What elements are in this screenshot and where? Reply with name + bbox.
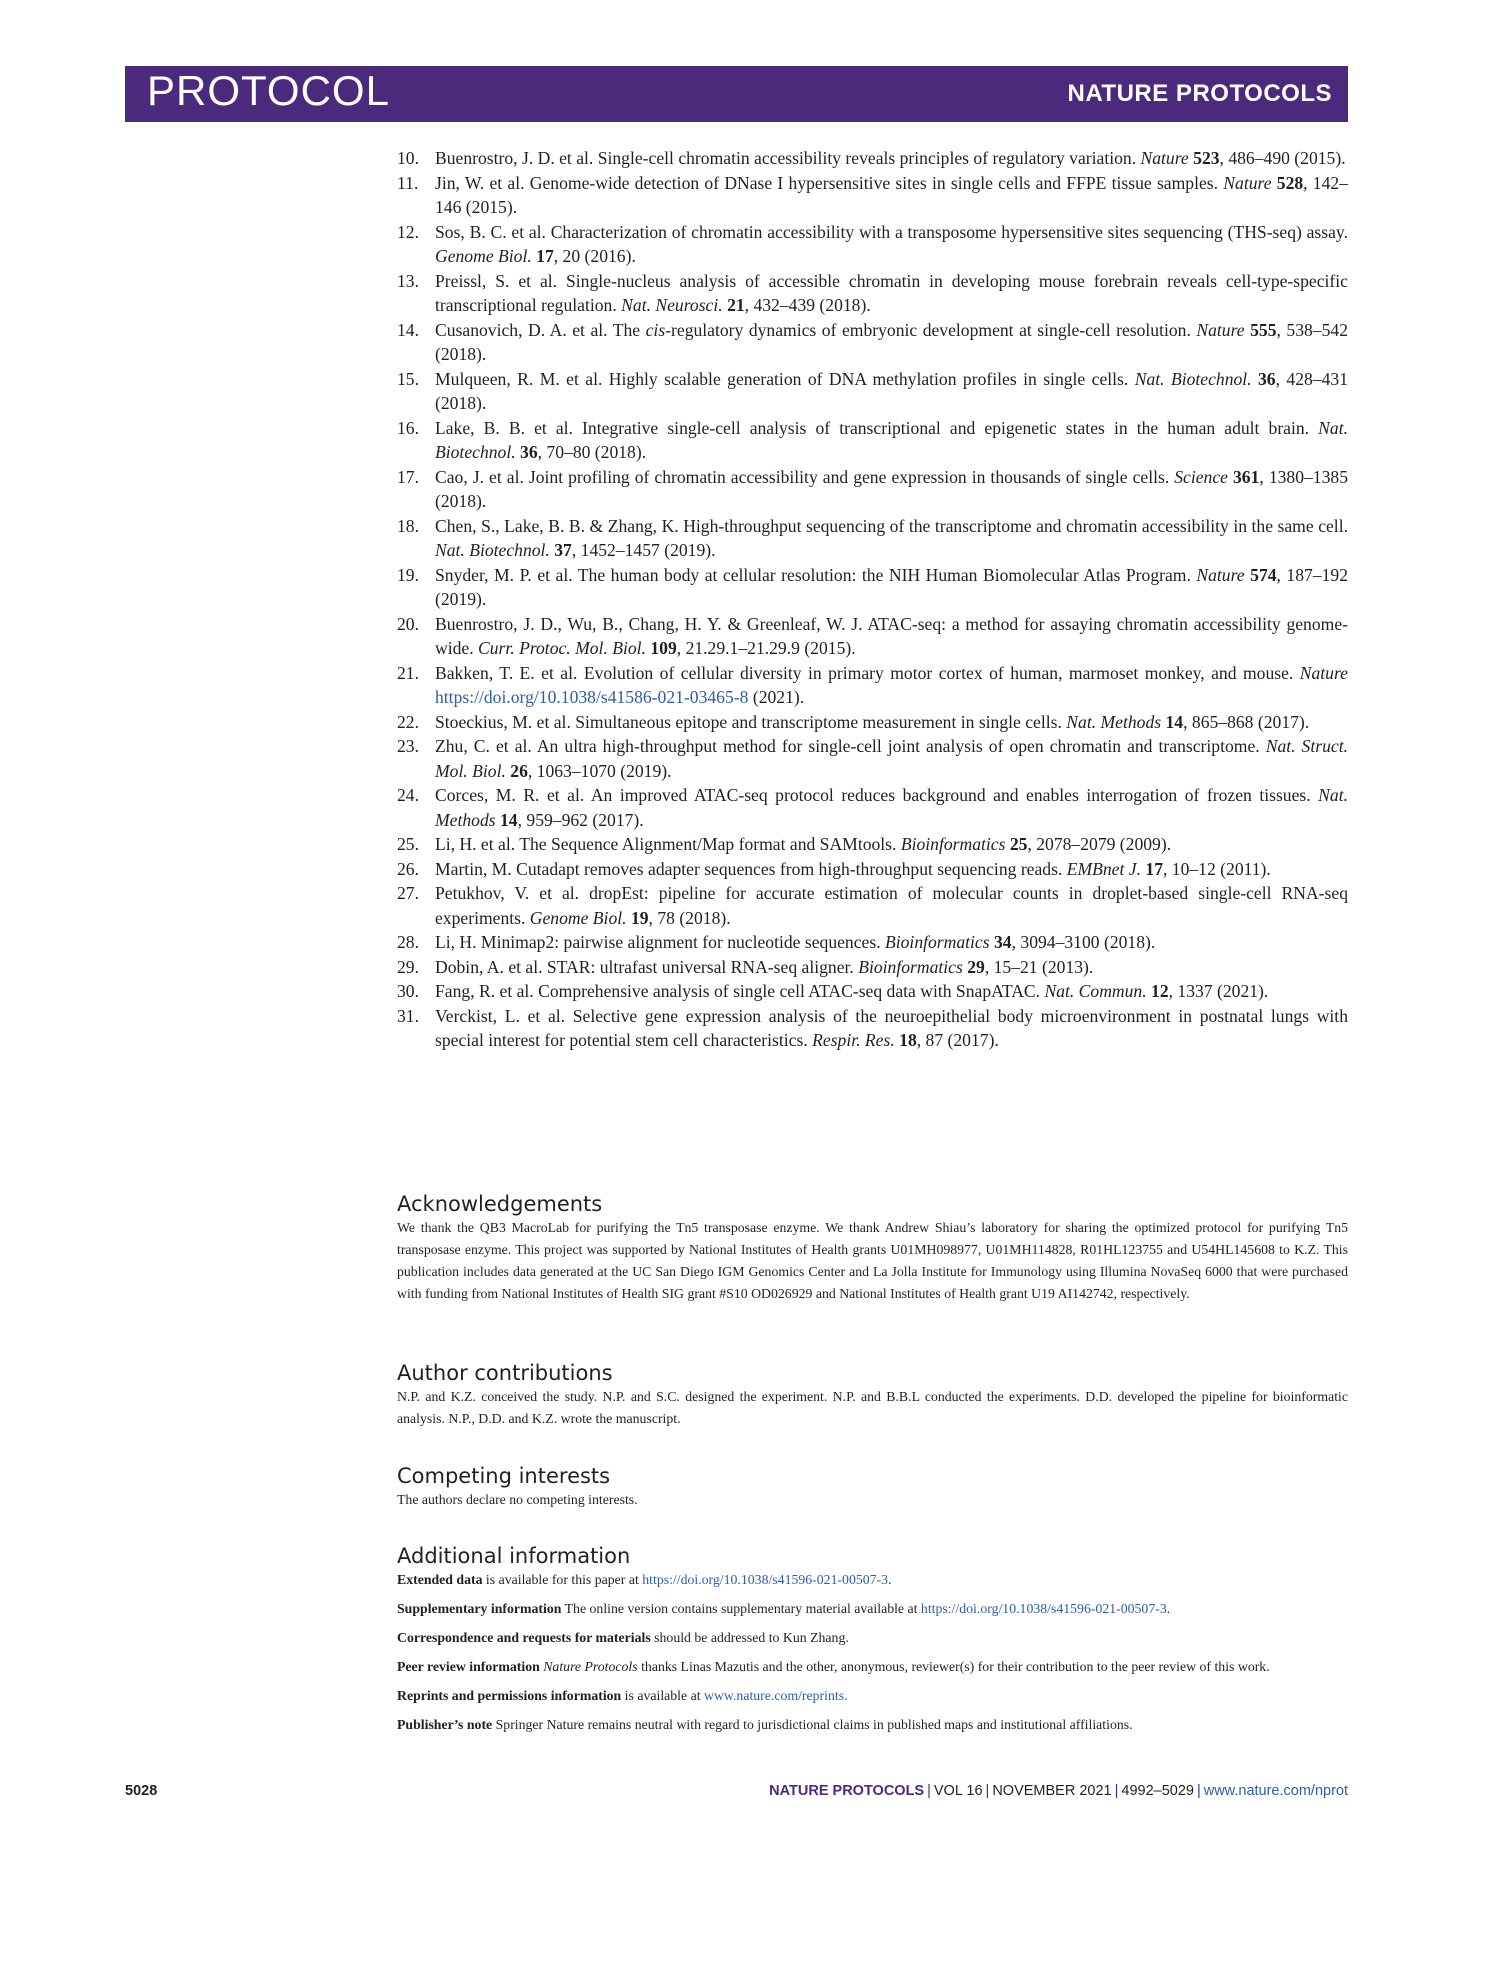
correspondence-line <box>397 1627 1348 1649</box>
reference-text: Petukhov, V. et al. dropEst: pipeline for accurate estimation of molecular counts in droplet-based single-cell RNA-seq experiments. Genome Biol. 19, 78 (2018). <box>435 883 1348 928</box>
reference-text: Verckist, L. et al. Selective gene expression analysis of the neuroepithelial body microenvironment in postnatal lungs with special interest for potential stem cell characteristics. Respir. Res. 18, 87 (2017). <box>435 1005 1348 1050</box>
reference-number: 21. <box>397 662 419 683</box>
peer-review-journal: Nature Protocols <box>543 1659 638 1674</box>
supplementary-text: The online version contains supplementary material available at <box>561 1601 921 1616</box>
reference-number: 24. <box>397 785 419 805</box>
extended-data-label: Extended data <box>397 1572 483 1587</box>
reference-number: 18. <box>397 515 419 536</box>
reference-item <box>397 832 1348 857</box>
header-banner <box>125 66 1348 122</box>
reference-number: 15. <box>397 368 419 389</box>
reference-item <box>397 269 1348 318</box>
reference-number: 25. <box>397 834 419 854</box>
reference-text: Preissl, S. et al. Single-nucleus analysis of accessible chromatin in developing mouse forebrain reveals cell-type-specific transcriptional regulation. Nat. Neurosci. 21, 432–439 (2018). <box>435 270 1348 315</box>
page-number: 5028 <box>125 1783 158 1799</box>
reference-text: Buenrostro, J. D. et al. Single-cell chromatin accessibility reveals principles of regulatory variation. Nature 523, 486–490 (2015). <box>435 148 1346 168</box>
publisher-note-label: Publisher’s note <box>397 1717 493 1732</box>
reference-item <box>397 734 1348 783</box>
reference-text: Mulqueen, R. M. et al. Highly scalable generation of DNA methylation profiles in single cells. Nat. Biotechnol. 36, 428–431 (2018). <box>435 368 1348 413</box>
reference-number: 26. <box>397 858 419 879</box>
extended-data-text: is available for this paper at <box>482 1572 643 1587</box>
reference-text: Zhu, C. et al. An ultra high-throughput method for single-cell joint analysis of open chromatin and transcriptome. Nat. Struct. Mol. Biol. 26, 1063–1070 (2019). <box>435 736 1348 781</box>
reference-item <box>397 318 1348 367</box>
reference-number: 16. <box>397 417 419 438</box>
reference-text: Sos, B. C. et al. Characterization of chromatin accessibility with a transposome hypersensitive sites sequencing (THS-seq) assay. Genome Biol. 17, 20 (2016). <box>435 221 1348 266</box>
reference-item <box>397 710 1348 735</box>
reference-number: 14. <box>397 319 419 340</box>
reference-item <box>397 661 1348 710</box>
author-contributions-section <box>397 1360 1348 1430</box>
reference-item <box>397 171 1348 220</box>
correspondence-text: should be addressed to Kun Zhang. <box>650 1630 849 1645</box>
reference-number: 13. <box>397 270 419 291</box>
reference-number: 23. <box>397 736 419 756</box>
supplementary-link[interactable]: https://doi.org/10.1038/s41596-021-00507-3 <box>920 1601 1167 1616</box>
footer-journal-name: NATURE PROTOCOLS <box>769 1783 925 1799</box>
reference-item <box>397 612 1348 661</box>
author-contributions-heading: Author contributions <box>397 1361 613 1385</box>
supplementary-label: Supplementary information <box>397 1601 562 1616</box>
additional-information-section <box>397 1543 1348 1736</box>
peer-review-line <box>397 1656 1348 1678</box>
publisher-note-text: Springer Nature remains neutral with regard to jurisdictional claims in published maps and institutional affiliations. <box>492 1717 1133 1732</box>
reference-number: 12. <box>397 221 419 242</box>
reference-number: 11. <box>397 172 419 193</box>
extended-data-line <box>397 1569 1348 1591</box>
reference-number: 10. <box>397 148 419 168</box>
footer-pages: 4992–5029 <box>1121 1783 1194 1799</box>
peer-review-text: thanks Linas Mazutis and the other, anonymous, reviewer(s) for their contribution to the peer review of this work. <box>637 1659 1270 1674</box>
competing-interests-text: The authors declare no competing interests. <box>397 1492 638 1507</box>
reference-text: Snyder, M. P. et al. The human body at cellular resolution: the NIH Human Biomolecular Atlas Program. Nature 574, 187–192 (2019). <box>435 564 1349 609</box>
reference-item <box>397 857 1348 882</box>
footer-volume: VOL 16 <box>933 1783 983 1799</box>
reprints-text: is available at <box>621 1688 704 1703</box>
reference-item <box>397 930 1348 955</box>
reference-text: Dobin, A. et al. STAR: ultrafast universal RNA-seq aligner. Bioinformatics 29, 15–21 (2013). <box>435 956 1094 977</box>
reference-text: Fang, R. et al. Comprehensive analysis of single cell ATAC-seq data with SnapATAC. Nat. Commun. 12, 1337 (2021). <box>435 981 1269 1001</box>
extended-data-end: . <box>888 1572 892 1587</box>
reference-text: Stoeckius, M. et al. Simultaneous epitope and transcriptome measurement in single cells. Nat. Methods 14, 865–868 (2017). <box>435 711 1310 732</box>
extended-data-link[interactable]: https://doi.org/10.1038/s41596-021-00507-3 <box>642 1572 889 1587</box>
reference-number: 30. <box>397 981 419 1001</box>
reference-item <box>397 416 1348 465</box>
correspondence-label: Correspondence and requests for materials <box>397 1630 651 1645</box>
footer-date: NOVEMBER 2021 <box>992 1783 1112 1799</box>
reference-text: Cao, J. et al. Joint profiling of chromatin accessibility and gene expression in thousands of single cells. Science 361, 1380–1385 (2018). <box>435 466 1348 511</box>
reference-text: Martin, M. Cutadapt removes adapter sequences from high-throughput sequencing reads. EMBnet J. 17, 10–12 (2011). <box>435 858 1271 879</box>
reference-item <box>397 979 1348 1004</box>
reference-item <box>397 465 1348 514</box>
publisher-note-line <box>397 1714 1348 1736</box>
reference-number: 31. <box>397 1005 419 1026</box>
reference-item <box>397 220 1348 269</box>
journal-citation <box>769 1783 1348 1799</box>
reference-text: Chen, S., Lake, B. B. & Zhang, K. High-throughput sequencing of the transcriptome and chromatin accessibility in the same cell. Nat. Biotechnol. 37, 1452–1457 (2019). <box>435 515 1348 560</box>
reprints-label: Reprints and permissions information <box>397 1688 622 1703</box>
acknowledgements-text: We thank the QB3 MacroLab for purifying the Tn5 transposase enzyme. We thank Andrew Shiau’s laboratory for sharing the optimized protocol for purifying Tn5 transposase enzyme. This project was supported by National Institutes of Health grants U01MH098977, U01MH114828, R01HL123755 and U54HL145608 to K.Z. This publication includes data generated at the UC San Diego IGM Genomics Center and La Jolla Institute for Immunology using Illumina NovaSeq 6000 that were purchased with funding from National Institutes of Health SIG grant #S10 OD026929 and National Institutes of Health grant U19 AI142742, respectively. <box>397 1220 1348 1301</box>
reference-item <box>397 955 1348 980</box>
journal-name-label: NATURE PROTOCOLS <box>1067 80 1332 107</box>
reference-text: Buenrostro, J. D., Wu, B., Chang, H. Y. & Greenleaf, W. J. ATAC-seq: a method for assaying chromatin accessibility genome-wide. Curr. Protoc. Mol. Biol. 109, 21.29.1–21.29.9 (2015). <box>435 613 1348 658</box>
article-type-label: PROTOCOL <box>147 67 390 114</box>
reference-text: Bakken, T. E. et al. Evolution of cellular diversity in primary motor cortex of human, marmoset monkey, and mouse. Nature https://doi.org/10.1038/s41586-021-03465-8 (2021). <box>435 662 1348 707</box>
competing-interests-section <box>397 1463 1348 1511</box>
reference-number: 22. <box>397 711 419 732</box>
author-contributions-text: N.P. and K.Z. conceived the study. N.P. and S.C. designed the experiment. N.P. and B.B.L conducted the experiments. D.D. developed the pipeline for bioinformatic analysis. N.P., D.D. and K.Z. wrote the manuscript. <box>397 1389 1348 1426</box>
reference-text: Jin, W. et al. Genome-wide detection of DNase I hypersensitive sites in single cells and FFPE tissue samples. Nature 528, 142–146 (2015). <box>435 172 1348 217</box>
competing-interests-heading: Competing interests <box>397 1464 611 1488</box>
reference-item <box>397 1004 1348 1053</box>
reference-item <box>397 514 1348 563</box>
reference-item <box>397 881 1348 930</box>
footer-journal-url[interactable]: www.nature.com/nprot <box>1203 1783 1348 1799</box>
acknowledgements-heading: Acknowledgements <box>397 1192 603 1216</box>
reference-number: 19. <box>397 564 419 585</box>
reference-number: 28. <box>397 932 419 952</box>
additional-information-heading: Additional information <box>397 1544 631 1568</box>
footer-separator: | <box>1196 1783 1201 1799</box>
reference-number: 20. <box>397 613 419 634</box>
reference-item <box>397 146 1348 171</box>
reprints-link[interactable]: www.nature.com/reprints. <box>703 1688 848 1703</box>
footer-separator: | <box>927 1783 931 1799</box>
peer-review-label: Peer review information <box>397 1659 540 1674</box>
reference-list <box>397 146 1348 1053</box>
reference-text: Corces, M. R. et al. An improved ATAC-seq protocol reduces background and enables interrogation of frozen tissues. Nat. Methods 14, 959–962 (2017). <box>435 785 1348 830</box>
acknowledgements-section <box>397 1191 1348 1305</box>
reference-item <box>397 783 1348 832</box>
reference-text: Li, H. et al. The Sequence Alignment/Map format and SAMtools. Bioinformatics 25, 2078–2079 (2009). <box>435 834 1172 854</box>
reference-item <box>397 563 1348 612</box>
reference-item <box>397 367 1348 416</box>
supplementary-end: . <box>1166 1601 1171 1616</box>
reference-text: Li, H. Minimap2: pairwise alignment for nucleotide sequences. Bioinformatics 34, 3094–3100 (2018). <box>435 932 1156 952</box>
reference-number: 27. <box>397 883 419 903</box>
reference-number: 17. <box>397 466 419 487</box>
reference-text: Lake, B. B. et al. Integrative single-cell analysis of transcriptional and epigenetic states in the human adult brain. Nat. Biotechnol. 36, 70–80 (2018). <box>435 417 1348 462</box>
supplementary-line <box>397 1598 1348 1620</box>
footer-separator: | <box>1114 1783 1119 1799</box>
reference-text: Cusanovich, D. A. et al. The cis-regulatory dynamics of embryonic development at single-cell resolution. Nature 555, 538–542 (2018). <box>435 319 1349 364</box>
footer-separator: | <box>985 1783 990 1799</box>
reference-number: 29. <box>397 956 419 977</box>
reprints-line <box>397 1685 1348 1707</box>
